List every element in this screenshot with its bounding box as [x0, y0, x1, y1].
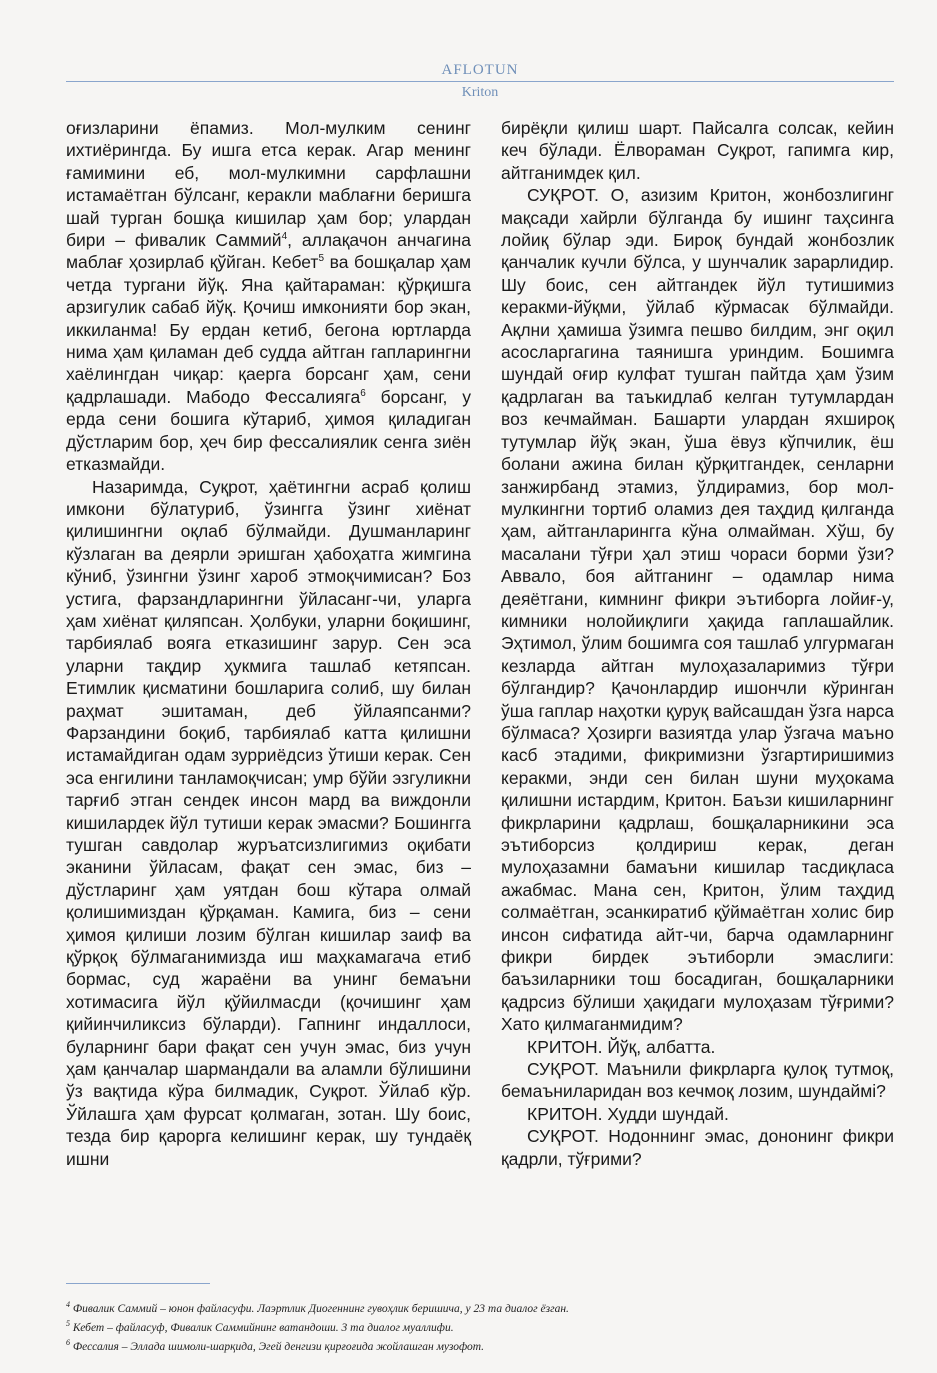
- right-column: [501, 117, 894, 1170]
- paragraph: СУҚРОТ. Нодоннинг эмас, дононинг фикри қадрли, тўғрими?: [501, 1126, 894, 1169]
- footnote: $^4$ Фивалик Саммий – юнон файласуфи. Лаэртлик Диогеннинг гувоҳлик беришича, у 23 та диалог ёзган.: [66, 1300, 569, 1315]
- paragraph: СУҚРОТ. Маънили фикрларга қулоқ тутмоқ, бемаъниларидан воз кечмоқ лозим, шундаймi?: [501, 1059, 894, 1102]
- footnote: $^6$ Фессалия – Эллада шимоли-шарқида, Эгей денгизи қирғоғида жойлашган музофот.: [66, 1338, 485, 1353]
- footnote-ref: 5: [318, 253, 325, 265]
- paragraph: КРИТОН. Йўқ, албатта.: [527, 1036, 716, 1057]
- header-subtitle: Kriton: [461, 85, 499, 100]
- footnote-ref: 4: [281, 231, 288, 243]
- paragraph: оғизларини ёпамиз. Мол-мулким сенинг ихтиёрингда. Бу ишга етса керак. Агар менинг ғамимини еб, мол-мулкимни сарфлашни истамаётган бўлсанг, керакли маблағни беришга шай турган бошқа кишилар ҳам бор; улардан бири – фивалик Саммий$^4$, аллақачон анчагина маблағ ҳозирлаб қўйган. Кебет$^5$ ва бошқалар ҳам четда тургани йўқ. Яна қайтараман: қўрқишга арзигулик сабаб йўқ. Қочиш имконияти бор экан, иккиланма! Бу ердан кетиб, бегона юртларда нима ҳам қиламан деб судда айтган гапларингни хаёлингдан чиқар: қаерга борсанг ҳам, сени қадрлашади. Мабодо Фессалияга$^6$ борсанг, у ерда сени бошига кўтариб, ҳимоя қиладиган дўстларим бор, ҳеч бир фессалиялик сенга зиён етказмайди.: [66, 118, 471, 475]
- footnotes: [66, 1300, 894, 1357]
- paragraph: КРИТОН. Худди шундай.: [527, 1103, 729, 1124]
- paragraph: СУҚРОТ. О, азизим Критон, жонбозлигинг мақсади хайрли бўлганда бу ишинг таҳсинга лойиқ бўлар эди. Бироқ бундай жонбозлик қанчалик кучли бўлса, у шунчалик зарарлидир. Шу боис, сен айтгандек йўл тутишимиз керакми-йўқми, ўйлаб кўрмасак бўлмайди. Ақлни ҳамиша ўзимга пешво билдим, энг оқил асосларгагина таянишга уриндим. Бошимга шундай оғир кулфат тушган пайтда ҳам ўзим қадрлаган ва таъкидлаб келган тутумлардан воз кечмайман. Башарти улардан яхшироқ тутумлар йўқ экан, ўша ёвуз кўпчилик, ёш болани ажина билан қўрқитгандек, сенларни занжирбанд этамиз, ўлдирамиз, бор мол-мулкингни тортиб оламиз дея таҳдид қилганда ҳам, айтганларингга кўна олмайман. Хўш, бу масалани тўғри ҳал этиш чораси борми ўзи? Аввало, боя айтганинг – одамлар нима деяётгани, кимнинг фикри эътиборга лойиғ-у, кимники нолойиқлиги ҳақида гаплашайлик. Эҳтимол, ўлим бошимга соя ташлаб улгурмаган кезларда айтган мулоҳазаларимиз тўғри бўлгандир? Қачонлардир ишончли кўринган ўша гаплар наҳотки қуруқ вайсашдан ўзга нарса бўлмаса? Ҳозирги вазиятда улар ўзгача маъно касб этадими, фикримизни ўзгартиришимиз керакми, энди сен билан шуни муҳокама қилишни истардим, Критон. Баъзи кишиларнинг фикрларини қадрлаш, бошқаларникини эса эътиборсиз қолдириш керак, деган мулоҳазамни бамаъни кишилар тасдиқласа ажабмас. Мана сен, Критон, ўлим таҳдид солмаётган, эсанкиратиб қўймаётган холис бир инсон сифатида айт-чи, барча одамларнинг фикри бирдек эътиборли эмаслиги: баъзиларники тош босадиган, бошқаларники қадрсиз бўлиши ҳақидаги мулоҳазам тўғрими? Хато қилмаганмидим?: [501, 185, 894, 1035]
- header-rule: [66, 81, 894, 82]
- paragraph: бирёқли қилиш шарт. Пайсалга солсак, кейин кеч бўлади. Ёлвораман Суқрот, гапимга кир, айтганимдек қил.: [501, 118, 894, 183]
- running-header: [66, 60, 894, 101]
- left-column: [66, 117, 471, 1170]
- footnote: $^5$ Кебет – файласуф, Фивалик Саммийнинг ватандоши. 3 та диалог муаллифи.: [66, 1319, 454, 1334]
- paragraph: Назаримда, Суқрот, ҳаётингни асраб қолиш имкони бўлатуриб, ўзингга ўзинг хиёнат қилишингни оқлаб бўлмайди. Душманларинг кўзлаган ва деярли эришган ҳабоҳатга жимгина кўниб, ўзингни ўзинг хароб этмоқчимисан? Боз устига, фарзандларингни ўйласанг-чи, уларга ҳам хиёнат қиляпсан. Ҳолбуки, уларни боқишинг, тарбиялаб вояга етказишинг зарур. Сен эса уларни тақдир ҳукмига ташлаб кетяпсан. Етимлик қисматини бошларига солиб, шу билан раҳмат эшитаман, деб ўйлаяпсанми? Фарзандини боқиб, тарбиялаб катта қилишни истамайдиган одам зурриёдсиз ўтиши керак. Сен эса енгилини танламоқчисан; умр бўйи эзгуликни тарғиб этган сендек инсон мард ва виждонли кишилардек йўл тутиши керак эмасми? Бошингга тушган савдолар журъатсизлигимиз оқибати эканини ўйласам, фақат сен эмас, биз – дўстларинг ҳам уятдан бош кўтара олмай қолишимиздан қўрқаман. Камига, биз – сени ҳимоя қилиши лозим бўлган кишилар заиф ва қўрқоқ бўлмаганимизда иш маҳкамагача етиб бормас, суд жараёни ва унинг бемаъни хотимасига йўл қўйилмасди (қочишинг ҳам қийинчиликсиз бўларди). Гапнинг индаллоси, буларнинг бари фақат сен учун эмас, биз учун ҳам қанчалар шармандали ва аламли бўлишини ўз вақтида кўра билмадик, Суқрот. Ўйлаб кўр. Ўйлашга ҳам фурсат қолмаган, зотан. Шу боис, тезда бир қарорга келишинг керак, шу тундаёқ ишни: [66, 476, 471, 1169]
- footnote-divider: [66, 1283, 210, 1284]
- footnote-ref: 6: [360, 388, 366, 400]
- header-title: AFLOTUN: [441, 62, 519, 78]
